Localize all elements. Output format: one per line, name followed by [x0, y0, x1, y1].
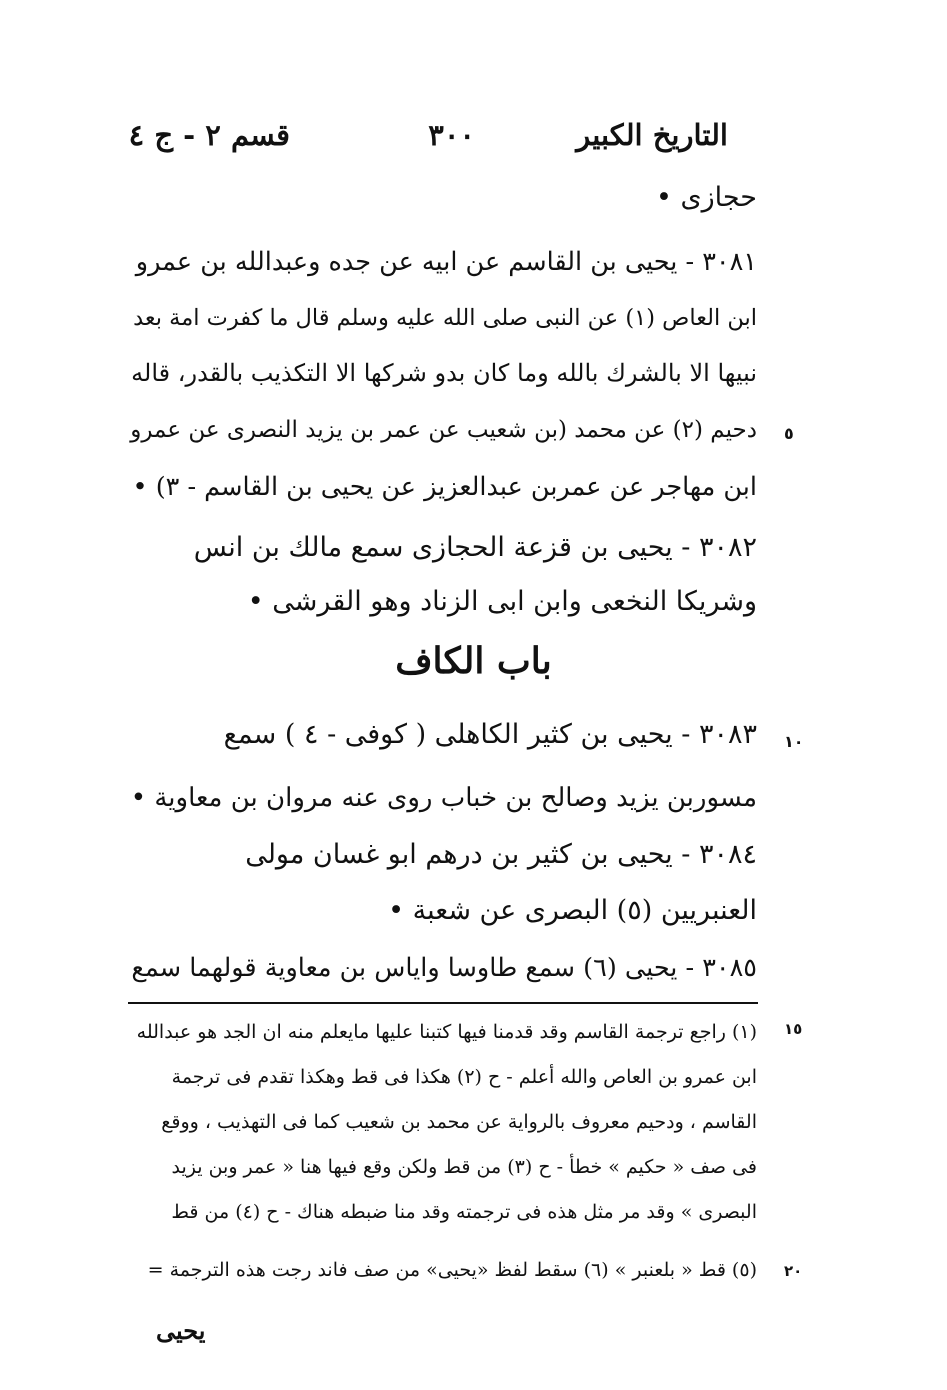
line-number: ٢٠ [784, 1262, 803, 1280]
line-number: ١٠ [784, 732, 804, 751]
book-title: التاريخ الكبير [576, 118, 728, 152]
body-line: ٣٠٨٥ - يحيى (٦) سمع طاوسا واياس بن معاوية قولهما سمع [131, 953, 757, 983]
catchword: يحيى [156, 1316, 206, 1345]
part-volume: قسم ٢ - ج ٤ [128, 118, 290, 152]
body-line: ٣٠٨١ - يحيى بن القاسم عن ابيه عن جده وعبدالله بن عمرو [135, 247, 757, 277]
body-line: ابن مهاجر عن عمربن عبدالعزيز عن يحيى بن القاسم - ٣) • [132, 472, 757, 502]
body-line: ٣٠٨٢ - يحيى بن قزعة الحجازى سمع مالك بن انس [193, 532, 757, 563]
body-line: نبيها الا بالشرك بالله وما كان بدو شركها الا التكذيب بالقدر، قاله [131, 359, 757, 387]
line-number: ١٥ [784, 1020, 803, 1038]
body-line: العنبريين (٥) البصرى عن شعبة • [388, 895, 757, 926]
chapter-heading: باب الكاف [395, 640, 552, 682]
body-line: ابن العاص (١) عن النبى صلى الله عليه وسلم قال ما كفرت امة بعد [133, 305, 757, 331]
footnote-line: (١) راجع ترجمة القاسم وقد قدمنا فيها كتبنا عليها مايعلم منه ان الجد هو عبدالله [136, 1021, 757, 1043]
footnote-line: ابن عمرو بن العاص والله أعلم - ح (٢) هكذا فى قط وهكذا تقدم فى ترجمة [171, 1066, 757, 1088]
body-line: ٣٠٨٣ - يحيى بن كثير الكاهلى ( كوفى - ٤ ) سمع [223, 719, 757, 750]
body-line: دحيم (٢) عن محمد (بن شعيب عن عمر بن يزيد النصرى عن عمرو [130, 417, 757, 443]
running-header [128, 118, 760, 166]
body-line: وشريكا النخعى وابن ابى الزناد وهو القرشى • [247, 586, 757, 617]
body-line: مسوربن يزيد وصالح بن خباب روى عنه مروان بن معاوية • [130, 783, 757, 813]
footnote-divider [128, 1002, 758, 1004]
body-line: حجازى • [655, 182, 757, 213]
line-number: ٥ [784, 424, 794, 443]
body-line: ٣٠٨٤ - يحيى بن كثير بن درهم ابو غسان مولى [245, 839, 757, 870]
page-number: ٣٠٠ [428, 118, 475, 152]
footnote-line: فى صف « حكيم » خطأ - ح (٣) من قط ولكن وقع فيها هنا « عمر وبن يزيد [171, 1156, 757, 1178]
footnote-line: (٥) قط « بلعنبر » (٦) سقط لفظ «يحيى» من صف فاند رجت هذه الترجمة = [147, 1259, 757, 1281]
footnote-line: القاسم ، ودحيم معروف بالرواية عن محمد بن شعيب كما فى التهذيب ، ووقع [161, 1111, 757, 1133]
footnote-line: البصرى » وقد مر مثل هذه فى ترجمته وقد منا ضبطه هناك - ح (٤) من قط [171, 1201, 757, 1223]
